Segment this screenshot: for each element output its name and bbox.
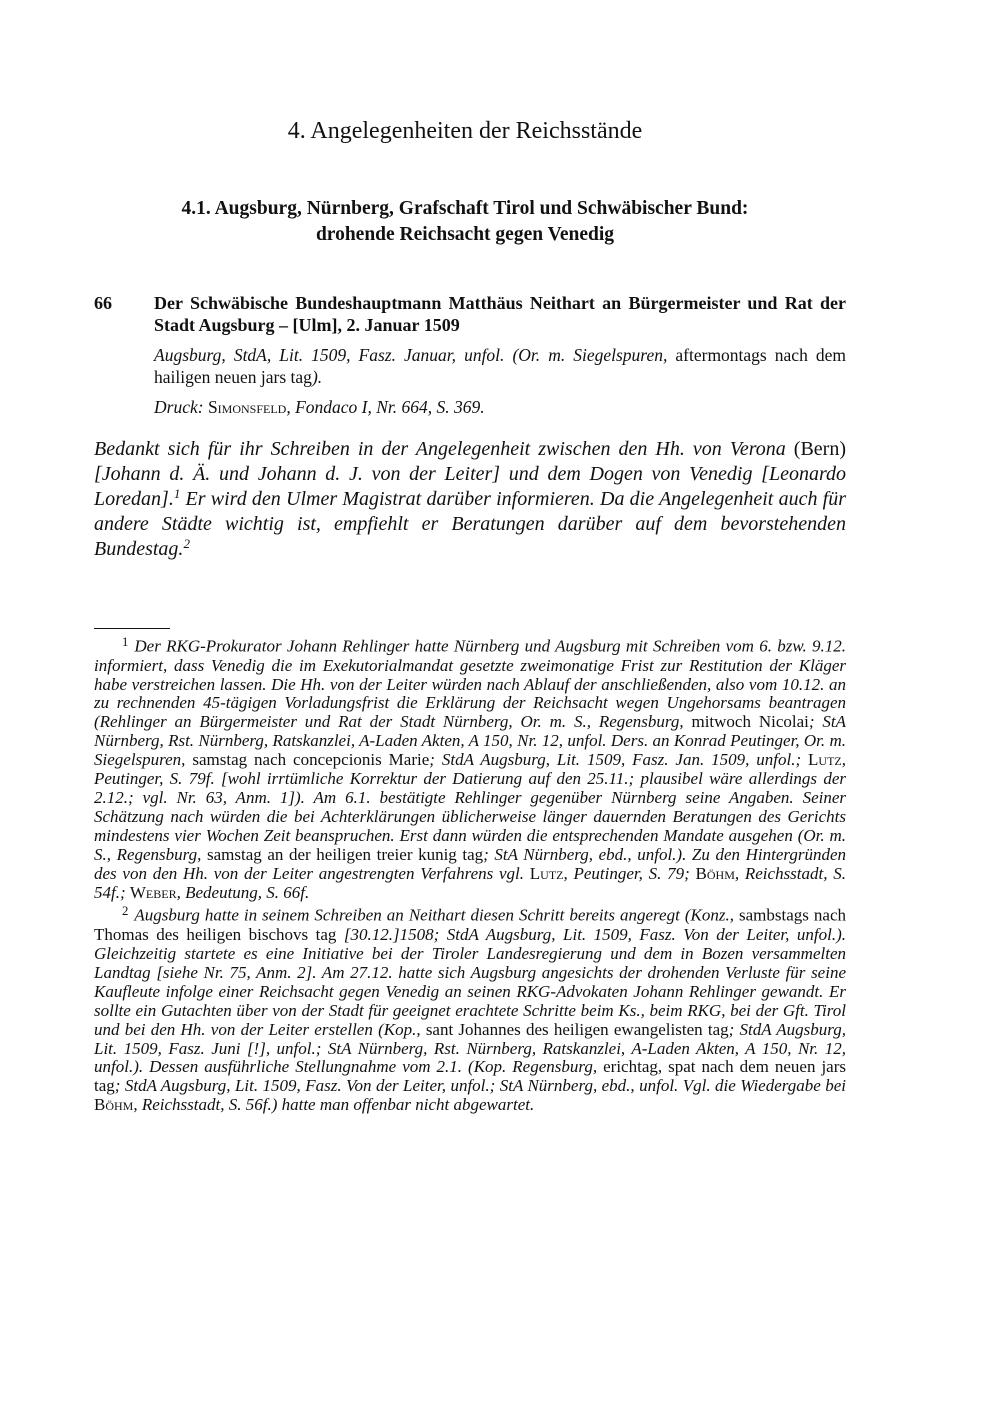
footnote-segment: sant Johannes des heiligen ewangelisten tag [420,1019,729,1039]
footnote-2 [94,902,846,1115]
regest-part1: Bedankt sich für ihr Schreiben in der Angelegenheit zwischen den Hh. von Verona [94,438,794,460]
source-end: ). [311,367,323,387]
regest-part2: (Bern) [793,438,846,460]
footnote-segment: , Reichsstadt, S. 56f.) hatte man offenbar nicht abgewartet. [133,1095,535,1115]
document-title: Der Schwäbische Bundeshauptmann Matthäus Neithart an Bürgermeister und Rat der Stadt Augsburg – [Ulm], 2. Januar 1509 [154,293,846,335]
footnote-segment: ; StdA Augsburg, Lit. 1509, Fasz. Jan. 1509, unfol.; [429,750,809,770]
chapter-title: 4. Angelegenheiten der Reichsstände [287,118,643,144]
regest-part3: [Johann d. Ä. und Johann d. J. von der Leiter] und dem Dogen von Venedig [Leonardo Loredan]. [94,463,846,510]
footnote-body [94,906,846,1114]
footnote-segment: erichtag, spat nach dem neuen jars tag [94,1057,846,1096]
footnote-ref-2[interactable]: 2 [183,535,190,551]
footnotes [94,633,846,1115]
footnote-divider [94,628,170,629]
footnote-segment: ; StA Nürnberg, Rst. Nürnberg, Ratskanzlei, A-Laden Akten, A 150, Nr. 12, unfol. Ders. an Konrad Peutinger, Or. m. Siegelspuren, [94,712,846,770]
footnote-segment: sambstags nach Thomas des heiligen bischovs tag [94,906,846,945]
footnote-segment: Böhm [695,863,735,883]
print-label: Druck: [154,397,208,417]
footnote-segment: , Peutinger, S. 79f. [wohl irrtümliche Korrektur der Datierung auf den 25.11.; plausibel wäre allerdings der 2.12.; vgl. Nr. 63, Anm. 1]). Am 6.1. bestätigte Rehlinger gegenüber Nürnberg seine Angaben. Seiner Schätzung nach würden die bei Achterklärungen üblicherweise länger dauernden Beratungen des Gerichts mindestens vier Wochen Zeit beanspruchen. Erst dann würden die entsprechenden Mandate ausgehen (Or. m. S., Regensburg, [94,750,846,864]
section-title-line2: drohende Reichsacht gegen Venedig [315,224,615,245]
footnote-segment: mitwoch Nicolai [683,712,809,732]
footnote-segment: [30.12.]1508; StdA Augsburg, Lit. 1509, Fasz. Von der Leiter, unfol.). Gleichzeitig startete es eine Initiative bei der Tiroler Landesregierung und dem in Bozen versammelten Landtag [siehe Nr. 75, Anm. 2]. Am 27.12. hatte sich Augsburg angesichts der drohenden Verluste für seine Kaufleute infolge einer Reichsacht gegen Venedig an seinen RKG-Advokaten Johann Rehlinger gewandt. Er sollte ein Gutachten über von der Stadt für geeignet erachtete Schritte beim Ks., beim RKG, bei der Gft. Tirol und bei den Hh. von der Leiter erstellen (Kop., [94,925,846,1039]
print-author: Simonsfeld [207,397,287,417]
source-archive: Augsburg, StdA, Lit. 1509, Fasz. Januar, unfol. (Or. m. Siegelspuren, [154,345,668,365]
section-title [120,196,810,248]
footnote-segment: ; StdA Augsburg, Lit. 1509, Fasz. Von der Leiter, unfol.; StA Nürnberg, ebd., unfol. Vgl. die Wiedergabe bei [114,1076,846,1096]
footnote-body [94,637,846,902]
footnote-segment: ; StdA Augsburg, Lit. 1509, Fasz. Juni [!], unfol.; StA Nürnberg, Rst. Nürnberg, Ratskanzlei, A-Laden Akten, A 150, Nr. 12, unfol.). Dessen ausführliche Stellungnahme vom 2.1. (Kop. Regensburg, [94,1019,847,1077]
footnote-segment: Augsburg hatte in seinem Schreiben an Neithart diesen Schritt bereits angeregt (Konz., [134,906,734,926]
document-source [154,344,846,388]
footnote-segment: ; StA Nürnberg, ebd., unfol.). Zu den Hintergründen des von den Hh. von der Leiter angestrengten Verfahrens vgl. [94,844,847,883]
footnote-mark: 1 [122,635,129,649]
document-print-reference [154,396,846,418]
section-title-line1: 4.1. Augsburg, Nürnberg, Grafschaft Tirol und Schwäbischer Bund: [181,198,749,219]
regest-summary [94,437,846,562]
footnote-segment: , Peutinger, S. 79; [563,863,696,883]
footnote-segment: samstag an der heiligen treier kunig tag [201,844,484,864]
footnote-segment: Lutz [808,750,842,770]
footnote-mark: 2 [122,904,129,919]
document-header [94,292,846,418]
document-number: 66 [94,293,112,313]
print-rest: , Fondaco I, Nr. 664, S. 369. [286,397,485,417]
footnote-segment: Lutz [529,863,564,883]
footnote-segment: Böhm [94,1095,134,1115]
regest-part4: Er wird den Ulmer Magistrat darüber informieren. Da die Angelegenheit auch für andere Städte wichtig ist, empfiehlt er Beratungen darüber auf dem bevorstehenden Bundestag. [94,488,846,560]
footnote-ref-1[interactable]: 1 [173,485,181,501]
footnote-1 [94,633,846,902]
source-date-original: aftermontags nach dem hailigen neuen jars tag [154,345,846,387]
footnote-segment: Weber [129,882,177,902]
footnote-segment: , Bedeutung, S. 66f. [176,882,310,902]
footnote-segment: , Reichsstadt, S. 54f.; [94,863,846,902]
footnote-segment: Der RKG-Prokurator Johann Rehlinger hatte Nürnberg und Augsburg mit Schreiben vom 6. bzw. 9.12. informiert, dass Venedig die im Exekutorialmandat gesetzte zweimonatige Frist zur Restitution der Kläger habe verstreichen lassen. Die Hh. von der Leiter würden nach Ablauf der anschließenden, also vom 10.12. an zu rechnenden 45-tägigen Vorladungsfrist die Erklärung der Reichsacht wegen Ungehorsams beantragen (Rehlinger an Bürgermeister und Rat der Stadt Nürnberg, Or. m. S., Regensburg, [94,636,846,732]
footnote-segment: samstag nach concepcionis Marie [185,750,430,770]
